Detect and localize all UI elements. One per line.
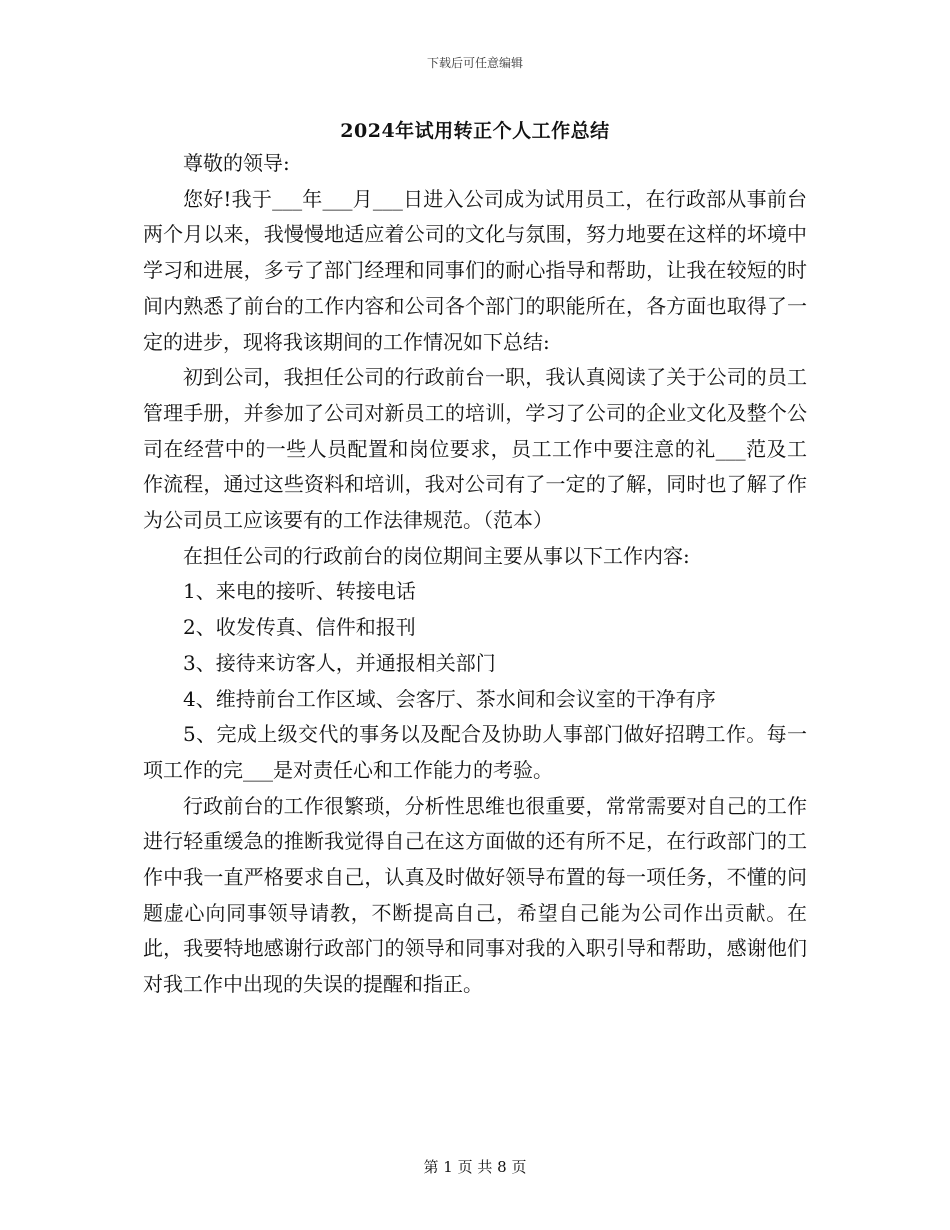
list-item: 3、接待来访客人，并通报相关部门 [183,650,496,675]
body-paragraph: 您好!我于___年___月___日进入公司成为试用员工，在行政部从事前台两个月以来，我慢慢地适应着公司的文化与氛围，努力地要在这样的坏境中学习和进展，多亏了部门经理和同事们的耐心指导和帮助，让我在较短的时间内熟悉了前台的工作内容和公司各个部门的职能所在，各方面也取得了一定的进步，现将我该期间的工作情况如下总结: [143,186,807,354]
list-item: 1、来电的接听、转接电话 [183,579,416,604]
document-title: 2024年试用转正个人工作总结 [340,120,610,142]
list-item: 4、维持前台工作区域、会客厅、茶水间和会议室的干净有序 [183,686,716,711]
body-paragraph: 初到公司，我担任公司的行政前台一职，我认真阅读了关于公司的员工管理手册，并参加了公司对新员工的培训，学习了公司的企业文化及整个公司在经营中的一些人员配置和岗位要求，员工工作中要注意的礼___范及工作流程，通过这些资料和培训，我对公司有了一定的了解，同时也了解了作为公司员工应该要有的工作法律规范。（范本） [143,365,807,533]
header-note: 下载后可任意编辑 [426,56,523,70]
body-paragraph: 行政前台的工作很繁琐，分析性思维也很重要，常常需要对自己的工作进行轻重缓急的推断我觉得自己在这方面做的还有所不足，在行政部门的工作中我一直严格要求自己，认真及时做好领导布置的每一项任务，不懂的问题虚心向同事领导请教，不断提高自己，希望自己能为公司作出贡献。在此，我要特地感谢行政部门的领导和同事对我的入职引导和帮助，感谢他们对我工作中出现的失误的提醒和指正。 [143,793,807,997]
body-paragraph: 在担任公司的行政前台的岗位期间主要从事以下工作内容: [183,543,690,568]
document-body [143,146,807,1003]
salutation: 尊敬的领导: [183,151,290,175]
list-item: 5、完成上级交代的事务以及配合及协助人事部门做好招聘工作。每一项工作的完___是对责任心和工作能力的考验。 [143,722,807,782]
list-item: 2、收发传真、信件和报刊 [183,615,416,640]
page-number: 第 1 页 共 8 页 [423,1158,527,1176]
